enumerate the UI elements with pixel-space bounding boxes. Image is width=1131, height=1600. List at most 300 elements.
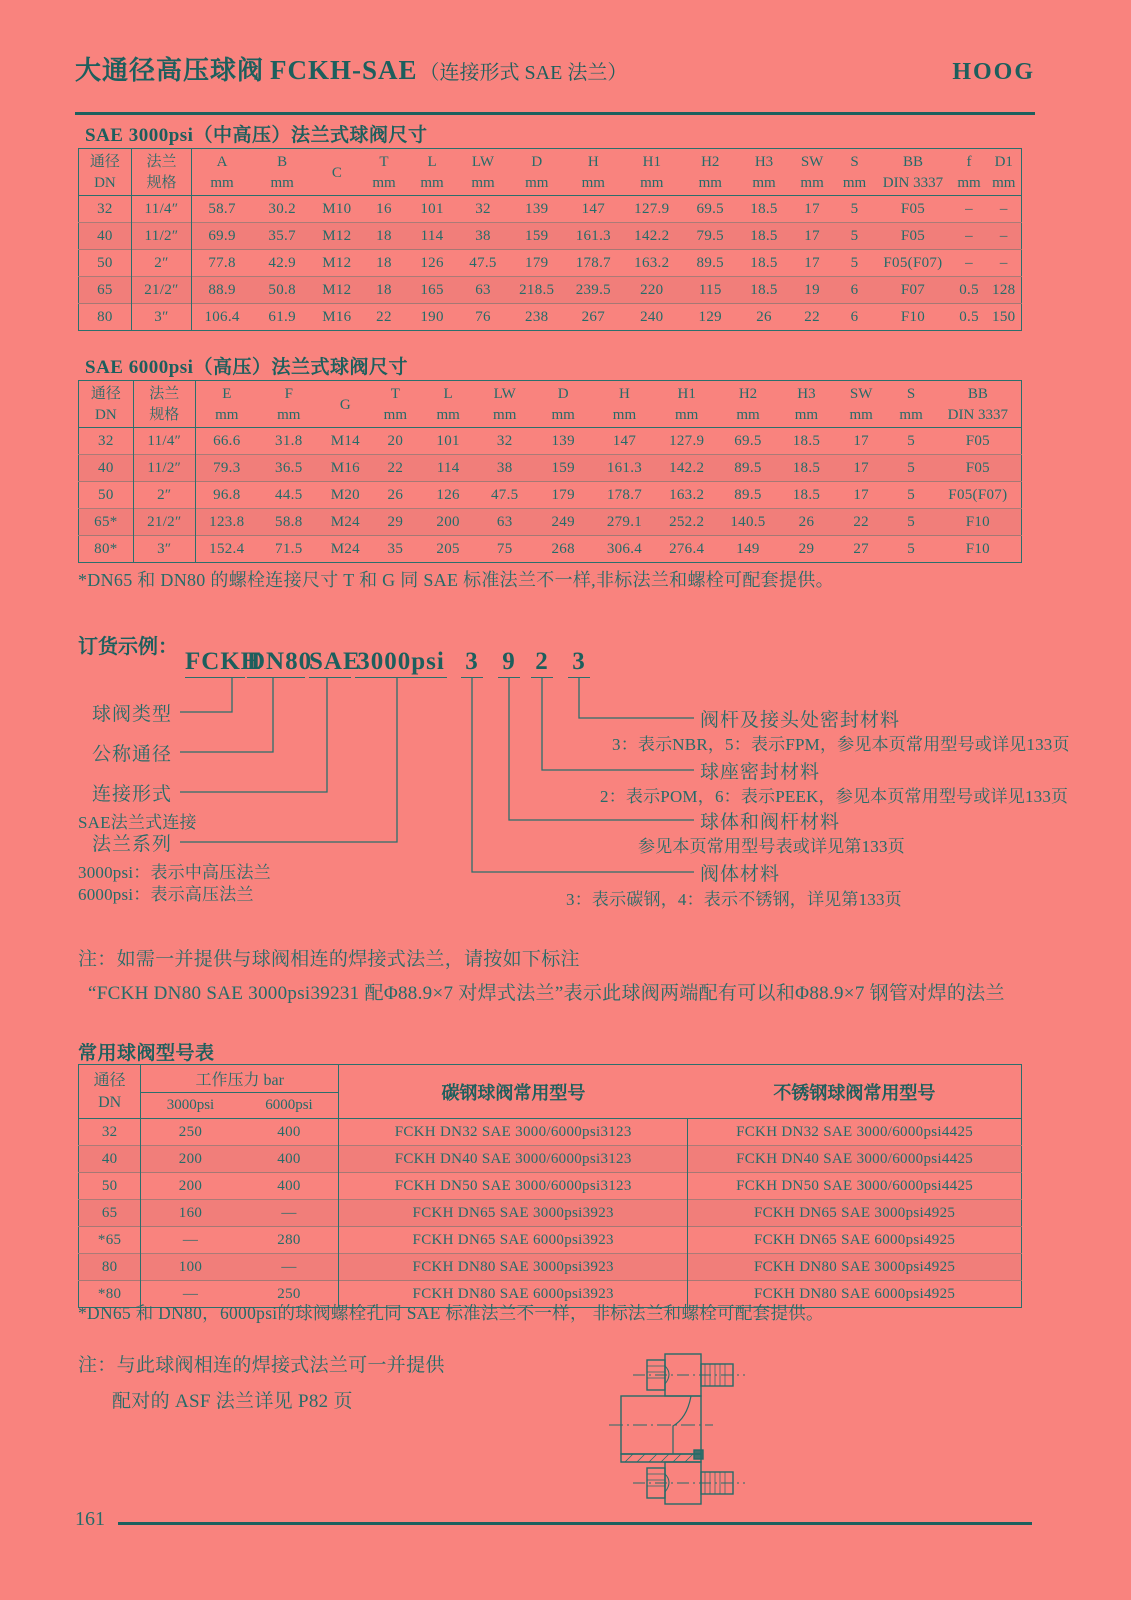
table-row [79,223,1022,250]
ordering-right-label: 球体和阀杆材料 [700,812,841,833]
table-cell: 80 [79,1254,141,1281]
table-cell: 32 [79,196,132,223]
table-row [79,482,1022,509]
ordering-left-note: 3000psi：表示中高压法兰 [78,863,271,882]
table-cell: 101 [420,200,444,217]
ordering-left-note: 6000psi：表示高压法兰 [78,885,254,904]
table-cell: 101 [436,432,460,449]
order-code-segment: SAE [309,648,351,678]
table-cell: 18 [376,254,392,271]
table-cell: 31.8 [275,432,303,449]
table-cell: 165 [420,281,444,298]
table-cell: 147 [581,200,606,217]
column-header: S mm [842,154,867,191]
table-cell: 89.5 [734,486,762,503]
model-table-footnote: *DN65 和 DN80，6000psi的球阀螺栓孔同 SAE 标准法兰不一样， 非标法兰和螺栓可配套提供。 [78,1303,824,1323]
table-cell: 38 [475,227,491,244]
table-cell: F07 [900,281,926,298]
table-cell: 35 [387,540,404,557]
table-cell: 17 [804,200,820,217]
order-code-segment: DN80 [247,648,305,678]
table-cell: 26 [756,308,772,325]
table-cell: 400 [240,1119,339,1146]
table-cell: — [182,1285,199,1302]
column-header: D mm [551,386,575,423]
bottom-note-line2: 配对的 ASF 法兰详见 P82 页 [112,1391,353,1412]
column-header: D1 mm [992,154,1016,191]
welding-note-line2: “FCKH DN80 SAE 3000psi39231 配Φ88.9×7 对焊式法兰”表示此球阀两端配有可以和Φ88.9×7 钢管对焊的法兰 [88,983,1005,1004]
column-header: E mm [215,386,239,423]
ordering-right-label: 阀杆及接头处密封材料 [700,710,901,731]
table-cell: 77.8 [208,254,236,271]
table-cell: 21/2″ [133,509,195,536]
table-cell: 159 [525,227,549,244]
table-cell: F05(F07) [948,486,1008,503]
ordering-right-note: 参见本页常用型号表或详见第133页 [638,837,905,856]
column-header: H mm [581,154,605,191]
model-name: FCKH-SAE [270,55,418,85]
table-cell: 306.4 [606,540,643,557]
table-cell: 58.7 [208,200,236,217]
table-row [79,1254,1022,1281]
table-cell: M24 [330,540,360,557]
ordering-title: 订货示例： [78,636,178,658]
table-row [79,536,1022,563]
table-cell: 17 [853,432,869,449]
table-cell: 5 [907,486,915,503]
table-cell: M20 [330,486,360,503]
table-cell: 69.9 [208,227,236,244]
table-cell: FCKH DN65 SAE 6000psi4925 [753,1231,956,1248]
table-cell: F05 [965,432,990,449]
table-cell: 163.2 [669,486,705,503]
table-cell: 239.5 [575,281,611,298]
table-row [79,1146,1022,1173]
table-cell: 44.5 [275,486,303,503]
model-table-title: 常用球阀型号表 [78,1043,215,1064]
table-cell: 22 [853,513,869,530]
table-cell: 267 [581,308,606,325]
table-cell: 50 [79,250,132,277]
table-cell: 2″ [131,250,191,277]
table-row [79,1200,1022,1227]
table-cell: 65 [79,1200,141,1227]
table-cell: 0.5 [959,308,979,325]
table-cell: 65 [79,277,132,304]
table-cell: 5 [907,540,915,557]
column-header: L mm [420,154,444,191]
table-cell: 5 [907,459,915,476]
table-cell: 18 [376,281,392,298]
table-cell: 66.6 [213,432,241,449]
table-cell: 40 [79,223,132,250]
table-cell: M24 [330,513,360,530]
table-cell: – [965,254,973,271]
table-cell: 32 [475,200,491,217]
table-cell: 32 [496,432,513,449]
table-cell: 5 [907,513,915,530]
column-header: H mm [612,386,637,423]
column-header-text: DN [98,1093,122,1111]
table-cell: 18.5 [792,432,821,449]
table-cell: FCKH DN32 SAE 3000/6000psi4425 [736,1123,974,1140]
table-cell: 30.2 [268,200,296,217]
table-cell: 5 [850,227,859,244]
table-cell: 76 [475,308,491,325]
table-cell: 0.5 [959,281,979,298]
table-cell: 276.4 [669,540,705,557]
table-cell: 190 [420,308,444,325]
table-cell: FCKH DN80 SAE 3000psi4925 [753,1258,956,1275]
column-header: 通径 DN [79,149,132,196]
table-cell: 161.3 [606,459,643,476]
column-header: LW mm [471,154,495,191]
table-cell: FCKH DN80 SAE 6000psi3923 [339,1281,688,1308]
table-cell: 47.5 [490,486,519,503]
ordering-left-label: 连接形式 [92,784,173,805]
table-cell: 18.5 [750,254,778,271]
table-cell: 26 [798,513,815,530]
column-header: D mm [525,154,549,191]
table-cell: 179 [525,254,549,271]
table-cell: 50 [79,1173,141,1200]
column-header-carbon: 碳钢球阀常用型号 [441,1082,586,1103]
table-cell: 5 [850,200,859,217]
footer-divider [118,1522,1032,1525]
table-cell: 11/2″ [131,223,191,250]
ordering-right-note: 3：表示NBR，5：表示FPM，参见本页常用型号或详见133页 [612,735,1070,754]
table-cell: 89.5 [734,459,762,476]
table-cell: 280 [240,1227,339,1254]
table-cell: 79.5 [696,227,724,244]
page-subtitle: （连接形式 SAE 法兰） [419,62,628,84]
column-header-pressure: 工作压力 bar [141,1065,339,1093]
table-cell: 163.2 [634,254,670,271]
table-cell: 11/4″ [133,428,195,455]
table-6000-title: SAE 6000psi（高压）法兰式球阀尺寸 [85,357,408,378]
table-cell: — [182,1231,199,1248]
table-cell: FCKH DN50 SAE 3000/6000psi3123 [339,1173,688,1200]
table-cell: 17 [804,227,820,244]
table-cell: *80 [79,1281,141,1308]
table-row [79,1119,1022,1146]
column-header: BB DIN 3337 [947,386,1009,423]
order-code-segment: 2 [531,648,553,678]
page-header [75,50,1035,87]
table-cell: 50.8 [268,281,296,298]
column-header: H1 mm [675,386,699,423]
order-code-segment: 9 [498,648,520,678]
table-row [79,455,1022,482]
table-cell: 179 [551,486,575,503]
table-cell: 127.9 [669,432,705,449]
table-cell: 58.8 [275,513,303,530]
table-cell: 32 [79,1119,141,1146]
column-header: 法兰 规格 [133,381,195,428]
table-row [79,196,1022,223]
table-cell: F10 [965,513,990,530]
ordering-left-label: 公称通径 [92,744,173,765]
table-row [79,428,1022,455]
table-cell: M12 [322,254,352,271]
order-code-segment: 3000psi [355,648,447,678]
table-cell: 128 [992,281,1016,298]
dimension-table-3000 [78,148,1022,331]
table-cell: 114 [420,227,444,244]
table-cell: 123.8 [209,513,245,530]
table-cell: 3″ [133,536,195,563]
column-header: L mm [436,386,460,423]
column-header: T mm [383,386,407,423]
table-cell: 129 [698,308,722,325]
table-cell: F05 [965,459,990,476]
model-table [78,1064,1022,1308]
table-cell: M12 [322,281,352,298]
table-cell: 18.5 [750,200,778,217]
table-cell: 50 [79,482,134,509]
table-cell: FCKH DN40 SAE 3000/6000psi3123 [339,1146,688,1173]
table-cell: 11/2″ [133,455,195,482]
table-cell: FCKH DN80 SAE 6000psi4925 [753,1285,956,1302]
table-cell: 5 [850,254,859,271]
table-cell: 6 [850,308,859,325]
table-cell: 2″ [133,482,195,509]
table-cell: 89.5 [696,254,724,271]
column-header: f mm [957,154,981,191]
column-header: F mm [277,386,301,423]
table-cell: 3″ [131,304,191,331]
table-cell: 160 [178,1204,203,1221]
table-cell: 19 [804,281,820,298]
table-cell: 17 [853,486,869,503]
table-cell: 220 [640,281,664,298]
table-cell: 106.4 [204,308,240,325]
table-cell: 115 [698,281,722,298]
table-cell: 140.5 [730,513,766,530]
table-cell: – [965,200,973,217]
table-cell: 22 [387,459,404,476]
table-cell: FCKH DN32 SAE 3000/6000psi3123 [339,1119,688,1146]
table-cell: 139 [551,432,575,449]
table-cell: *65 [79,1227,141,1254]
table-cell: – [999,227,1008,244]
table-row [79,509,1022,536]
table-cell: 18 [376,227,392,244]
table-cell: 16 [376,200,392,217]
table-row [79,1173,1022,1200]
ordering-example [0,618,1131,920]
table-cell: 22 [804,308,820,325]
ordering-right-note: 2：表示POM，6：表示PEEK，参见本页常用型号或详见133页 [600,787,1069,806]
table-cell: – [965,227,973,244]
table-cell: 218.5 [519,281,555,298]
table-cell: FCKH DN65 SAE 6000psi3923 [339,1227,688,1254]
table-cell: 36.5 [275,459,303,476]
table-cell: 400 [240,1173,339,1200]
order-code-segment: 3 [461,648,483,678]
table-cell: 17 [804,254,820,271]
column-header: S mm [899,386,923,423]
column-header: H1 mm [640,154,664,191]
table-cell: 18.5 [750,227,778,244]
table-cell: 32 [79,428,134,455]
table-cell: M12 [322,227,352,244]
column-header: A mm [210,154,234,191]
table-cell: – [999,254,1008,271]
table-cell: 35.7 [268,227,296,244]
column-header-6000psi: 6000psi [240,1093,339,1119]
header-divider [75,112,1035,115]
ordering-left-note: SAE法兰式连接 [78,813,197,832]
table-cell: 88.9 [208,281,236,298]
ordering-left-label: 球阀类型 [92,704,173,725]
column-header: H3 mm [752,154,776,191]
column-header: T mm [372,154,396,191]
page-number: 161 [75,1508,105,1530]
table-cell: FCKH DN65 SAE 3000psi3923 [339,1200,688,1227]
table-cell: 27 [853,540,869,557]
table-cell: 38 [496,459,513,476]
table-cell: 127.9 [634,200,670,217]
table-cell: 21/2″ [131,277,191,304]
table-row [79,250,1022,277]
table-cell: 80 [79,304,132,331]
table-cell: 26 [387,486,404,503]
table-cell: 240 [640,308,664,325]
table-cell: 40 [79,455,134,482]
table-cell: M16 [322,308,352,325]
table-cell: 126 [436,486,460,503]
table-cell: 250 [240,1281,339,1308]
table-cell: M10 [322,200,352,217]
table-cell: 18.5 [792,459,821,476]
table-cell: 149 [736,540,760,557]
table-cell: 42.9 [268,254,296,271]
table-row [79,277,1022,304]
column-header: 法兰 规格 [131,149,191,196]
table-cell: M16 [330,459,360,476]
table-cell: 20 [387,432,404,449]
column-header-text: 通径 [93,1071,126,1089]
column-header: G [339,397,351,413]
table-cell: F05 [900,200,926,217]
column-header-dn [79,1065,141,1119]
table-cell: 178.7 [575,254,611,271]
table-cell: 152.4 [209,540,245,557]
table-cell: 252.2 [669,513,705,530]
table-cell: 200 [178,1177,203,1194]
table-cell: FCKH DN50 SAE 3000/6000psi4425 [736,1177,974,1194]
column-header: C [331,165,342,181]
dimension-table-6000 [78,380,1022,563]
table-cell: FCKH DN40 SAE 3000/6000psi4425 [736,1150,974,1167]
ordering-right-label: 阀体材料 [700,864,781,885]
table-cell: 178.7 [606,486,643,503]
table-cell: FCKH DN80 SAE 3000psi3923 [339,1254,688,1281]
table-cell: 96.8 [213,486,241,503]
table-cell: 147 [612,432,637,449]
table-cell: 250 [178,1123,203,1140]
table-cell: 279.1 [606,513,643,530]
column-header: H3 mm [794,386,819,423]
order-code-segment: 3 [568,648,590,678]
table-cell: 268 [551,540,575,557]
table-cell: 11/4″ [131,196,191,223]
table-cell: 238 [525,308,549,325]
table-row [79,1227,1022,1254]
column-header-stainless: 不锈钢球阀常用型号 [688,1065,1022,1119]
column-header: 通径 DN [79,381,134,428]
table-cell: 63 [496,513,513,530]
table-cell: FCKH DN65 SAE 3000psi4925 [753,1204,956,1221]
ordering-right-note: 3：表示碳钢，4：表示不锈钢，详见第133页 [566,890,902,909]
welding-note-line1: 注：如需一并提供与球阀相连的焊接式法兰，请按如下标注 [78,949,580,970]
table-cell: 400 [240,1146,339,1173]
table-cell: 249 [551,513,575,530]
table-cell: 200 [436,513,460,530]
column-header: SW mm [800,154,824,191]
table-cell: 6 [850,281,859,298]
column-header: H2 mm [698,154,722,191]
table-cell: 159 [551,459,575,476]
column-header: B mm [270,154,294,191]
column-header: BB DIN 3337 [882,154,944,191]
table-cell: 47.5 [469,254,497,271]
table-cell: 142.2 [669,459,705,476]
column-header-3000psi: 3000psi [166,1097,215,1113]
table-cell: 205 [436,540,460,557]
table-cell: — [240,1200,339,1227]
table-cell: 161.3 [575,227,611,244]
table-cell: 100 [178,1258,203,1275]
table-cell: 71.5 [275,540,303,557]
table-cell: 61.9 [268,308,296,325]
page-title: 大通径高压球阀 [75,56,265,85]
table-cell: 150 [992,308,1016,325]
flange-drawing-svg [595,1326,815,1526]
table-cell: 114 [436,459,460,476]
table-row [79,304,1022,331]
table-cell: – [999,200,1008,217]
table-cell: M14 [330,432,360,449]
bottom-note-line1: 注：与此球阀相连的焊接式法兰可一并提供 [78,1355,445,1376]
table-6000-footnote: *DN65 和 DN80 的螺栓连接尺寸 T 和 G 同 SAE 标准法兰不一样,非标法兰和螺栓可配套提供。 [78,570,834,590]
order-code-segment: FCKH [185,648,245,678]
table-cell: 17 [853,459,869,476]
table-cell: F10 [900,308,926,325]
table-cell: 80* [79,536,134,563]
table-cell: 139 [525,200,549,217]
table-cell: 63 [475,281,491,298]
table-cell: 69.5 [696,200,724,217]
table-cell: 65* [79,509,134,536]
table-cell: 29 [798,540,815,557]
table-cell: 200 [178,1150,203,1167]
table-cell: 22 [376,308,392,325]
table-cell: 29 [387,513,404,530]
table-3000-title: SAE 3000psi（中高压）法兰式球阀尺寸 [85,125,428,146]
table-cell: F05(F07) [883,254,943,271]
ordering-right-label: 球座密封材料 [700,762,821,783]
brand-logo: HOOG [952,59,1035,85]
table-cell: 69.5 [734,432,762,449]
table-cell: F10 [965,540,990,557]
table-cell: 5 [907,432,915,449]
table-cell: 75 [496,540,513,557]
table-cell: 40 [79,1146,141,1173]
table-cell: 79.3 [213,459,241,476]
column-header: SW mm [849,386,873,423]
